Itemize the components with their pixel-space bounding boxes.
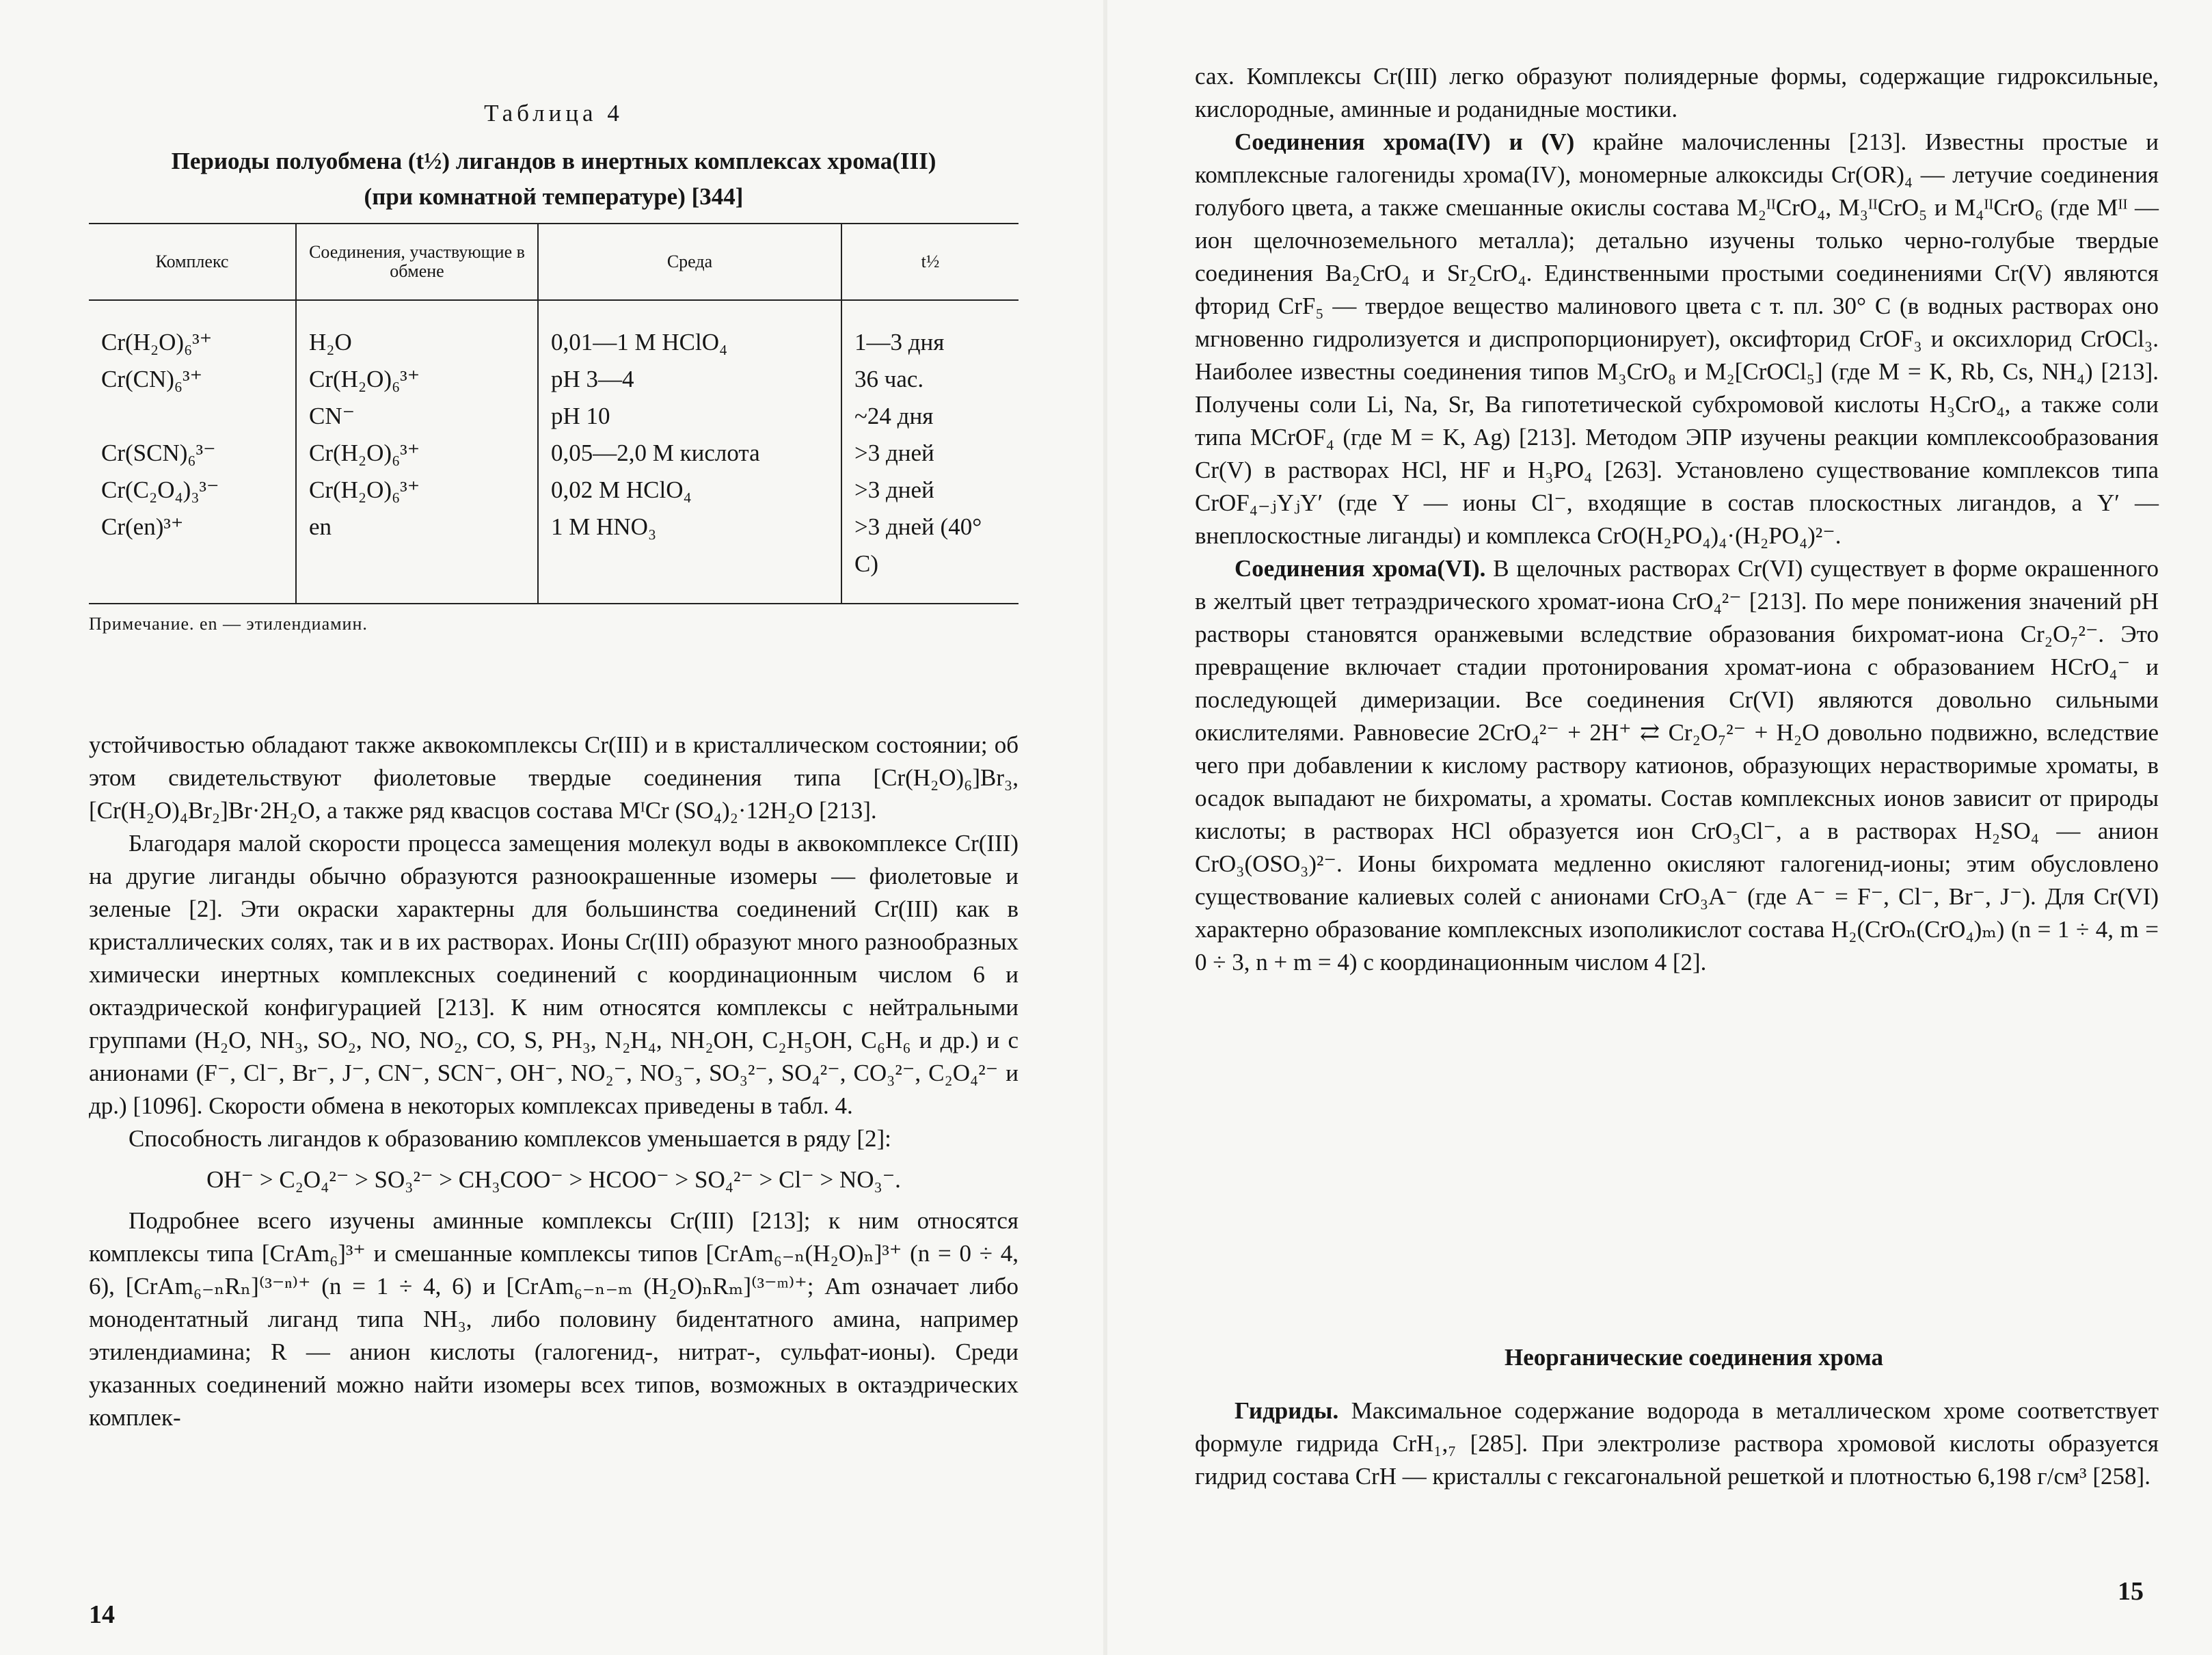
- section-heading: Неорганические соединения хрома: [1505, 1344, 1883, 1371]
- cell-complex: Cr(SCN)₆³⁻: [101, 440, 216, 466]
- paragraph: [1195, 552, 2159, 979]
- header-half-life: t½: [841, 224, 1019, 300]
- paragraph-lead: Соединения хрома(VI).: [1235, 555, 1486, 582]
- paragraph: [1195, 126, 2159, 552]
- right-page: [1106, 0, 2212, 1655]
- paragraph-lead: Соединения хрома(IV) и (V): [1235, 129, 1575, 155]
- cell-exchange: Cr(H₂O)₆³⁺: [296, 435, 538, 472]
- cell-medium: 1 M HNO₃: [538, 509, 841, 604]
- cell-half-life: ~24 дня: [841, 398, 1019, 435]
- paragraph: Подробнее всего изучены аминные комплексы Cr(III) [213]; к ним относятся комплексы типа [CrAm₆]³⁺ и смешанные комплексы типов [CrAm₆₋ₙ(H₂O)ₙ]³⁺ (n = 0 ÷ 4, 6), [CrAm₆₋ₙRₙ]⁽³⁻ⁿ⁾⁺ (n = 1 ÷ 4, 6) и [CrAm₆₋ₙ₋ₘ (H₂O)ₙRₘ]⁽³⁻ᵐ⁾⁺; Am означает либо монодентатный лиганд типа NH₃, либо половину бидентатного амина, например этилендиамина; R — анион кислоты (галогенид-, нитрат-, сульфат-ионы). Среди указанных соединений можно найти изомеры всех типов, возможных в октаэдрических комплек-: [89, 1207, 1019, 1431]
- ligand-series-formula: OH⁻ > C₂O₄²⁻ > SO₃²⁻ > CH₃COO⁻ > HCOO⁻ > SO₄²⁻ > Cl⁻ > NO₃⁻.: [206, 1166, 901, 1193]
- paragraph-lead: Гидриды.: [1235, 1397, 1339, 1424]
- table-title-line-2: (при комнатной температуре) [344]: [364, 183, 744, 210]
- header-complex: Комплекс: [155, 252, 229, 271]
- cell-complex: Cr(C₂O₄)₃³⁻: [101, 476, 219, 503]
- table-row: [89, 300, 1019, 361]
- left-body-text: [89, 729, 1019, 1434]
- header-medium: Среда: [538, 224, 841, 300]
- page-number: 15: [2118, 1577, 2144, 1606]
- cell-exchange: CN⁻: [296, 398, 538, 435]
- table-header-row: [89, 224, 1019, 300]
- paragraph: [1195, 1395, 2159, 1493]
- table-row: [89, 435, 1019, 472]
- header-exchange-compounds: Соединения, участвующие в обмене: [296, 224, 538, 300]
- paragraph: сах. Комплексы Cr(III) легко образуют полиядерные формы, содержащие гидроксильные, кислородные, аминные и роданидные мостики.: [1195, 63, 2159, 122]
- paragraph-body: В щелочных растворах Cr(VI) существует в форме окрашенного в желтый цвет тетраэдрического хромат-иона CrO₄²⁻ [213]. По мере понижения значений pH растворы становятся оранжевыми вследствие образования бихромат-иона Cr₂O₇²⁻. Это превращение включает стадии протонирования хромат-иона с образованием HCrO₄⁻ и последующей димеризации. Все соединения Cr(VI) являются довольно сильными окислителями. Равновесие 2CrO₄²⁻ + 2H⁺ ⇄ Cr₂O₇²⁻ + H₂O довольно подвижно, вследствие чего при добавлении к кислому раствору катионов, образующих нерастворимые хроматы, в осадок выпадают не бихроматы, а хроматы. Состав комплексных ионов зависит от природы кислоты; в растворах HCl образуется ион CrO₃Cl⁻, а в растворах H₂SO₄ — анион CrO₃(OSO₃)²⁻. Ионы бихромата медленно окисляют галогенид-ионы; этим обусловлено существование калиевых солей с анионами CrO₃A⁻ (где A⁻ = F⁻, Cl⁻, Br⁻, J⁻). Для Cr(VI) характерно образование комплексных изополикислот состава H₂(CrOₙ(CrO₄)ₘ) (n = 1 ÷ 4, m = 0 ÷ 3, n + m = 4) с координационным числом 4 [2].: [1195, 555, 2159, 975]
- paragraph: устойчивостью обладают также аквокомплексы Cr(III) и в кристаллическом состоянии; об этом свидетельствуют фиолетовые твердые соединения типа [Cr(H₂O)₆]Br₃, [Cr(H₂O)₄Br₂]Br·2H₂O, а также ряд квасцов состава MᴵCr (SO₄)₂·12H₂O [213].: [89, 731, 1019, 824]
- cell-half-life: >3 дней: [841, 435, 1019, 472]
- cell-half-life: >3 дней: [841, 472, 1019, 509]
- table-title-line-1: Периоды полуобмена (t½) лигандов в инертных комплексах хрома(III): [171, 148, 936, 174]
- table-label: Таблица 4: [484, 100, 623, 126]
- table-row: [89, 361, 1019, 398]
- cell-medium: 0,01—1 M HClO₄: [538, 300, 841, 361]
- cell-exchange: Cr(H₂O)₆³⁺: [296, 361, 538, 398]
- table-note: Примечание. en — этилендиамин.: [89, 614, 368, 634]
- half-exchange-table: [89, 223, 1019, 604]
- cell-complex: Cr(H₂O)₆³⁺: [101, 329, 213, 355]
- right-body-text: [1195, 60, 2159, 979]
- table-title: [89, 144, 1019, 215]
- right-body-text-2: [1195, 1395, 2159, 1493]
- table-row: [89, 472, 1019, 509]
- cell-exchange: H₂O: [296, 300, 538, 361]
- cell-medium: 0,02 M HClO₄: [538, 472, 841, 509]
- cell-half-life: 1—3 дня: [841, 300, 1019, 361]
- cell-medium: pH 10: [538, 398, 841, 435]
- cell-exchange: en: [296, 509, 538, 604]
- cell-medium: 0,05—2,0 M кислота: [538, 435, 841, 472]
- cell-medium: pH 3—4: [538, 361, 841, 398]
- table-row: [89, 398, 1019, 435]
- cell-exchange: Cr(H₂O)₆³⁺: [296, 472, 538, 509]
- cell-complex: Cr(CN)₆³⁺: [101, 366, 203, 392]
- paragraph: Способность лигандов к образованию комплексов уменьшается в ряду [2]:: [129, 1125, 891, 1152]
- paragraph: Благодаря малой скорости процесса замещения молекул воды в аквокомплексе Cr(III) на другие лиганды обычно образуются разноокрашенные изомеры — фиолетовые и зеленые [2]. Эти окраски характерны для большинства соединений Cr(III) как в кристаллических солях, так и в их растворах. Ионы Cr(III) образуют много разнообразных химически инертных комплексных соединений с координационным числом 6 и октаэдрической конфигурацией [213]. К ним относятся комплексы с нейтральными группами (H₂O, NH₃, SO₂, NO, NO₂, CO, S, PH₃, N₂H₄, NH₂OH, C₂H₅OH, C₆H₆ и др.) и с анионами (F⁻, Cl⁻, Br⁻, J⁻, CN⁻, SCN⁻, OH⁻, NO₂⁻, NO₃⁻, SO₃²⁻, SO₄²⁻, CO₃²⁻, C₂O₄²⁻ и др.) [1096]. Скорости обмена в некоторых комплексах приведены в табл. 4.: [89, 830, 1019, 1119]
- table-row: [89, 509, 1019, 604]
- paragraph-body: крайне малочисленны [213]. Известны простые и комплексные галогениды хрома(IV), мономерные алкоксиды Cr(OR)₄ — летучие соединения голубого цвета, а также смешанные окислы состава M₂ᴵᴵCrO₄, M₃ᴵᴵCrO₅ и M₄ᴵᴵCrO₆ (где Mᴵᴵ — ион щелочноземельного металла); детально изучены только черно-голубые твердые соединения Ba₂CrO₄ и Sr₂CrO₄. Единственными простыми соединениями Cr(V) являются фторид CrF₅ — твердое вещество малинового цвета с т. пл. 30° C (в водных растворах оно мгновенно гидролизуется и диспропорционирует), оксифторид CrOF₃ и оксихлорид CrOCl₃. Наиболее известны соединения типов M₃CrO₈ и M₂[CrOCl₅] (где M = K, Rb, Cs, NH₄) [213]. Получены соли Li, Na, Sr, Ba гипотетической субхромовой кислоты H₃CrO₄, а также соли типа MCrOF₄ (где M = K, Ag) [213]. Методом ЭПР изучены реакции комплексообразования Cr(V) в растворах HCl, HF и H₃PO₄ [263]. Установлено существование комплексов типа CrOF₄₋ⱼYⱼY′ (где Y — ионы Cl⁻, входящие в состав плоскостных лигандов, а Y′ — внеплоскостные лиганды) и комплекса CrO(H₂PO₄)₄·(H₂PO₄)²⁻.: [1195, 129, 2159, 549]
- page-number: 14: [89, 1600, 115, 1629]
- paragraph-body: Максимальное содержание водорода в металлическом хроме соответствует формуле гидрида CrH₁,₇ [285]. При электролизе раствора хромовой кислоты образуется гидрид состава CrH — кристаллы с гексагональной решеткой и плотностью 6,198 г/см³ [258].: [1195, 1397, 2159, 1490]
- cell-half-life: 36 час.: [841, 361, 1019, 398]
- cell-complex: [89, 398, 296, 435]
- cell-complex: Cr(en)³⁺: [101, 513, 184, 540]
- cell-half-life: >3 дней (40° C): [841, 509, 1019, 604]
